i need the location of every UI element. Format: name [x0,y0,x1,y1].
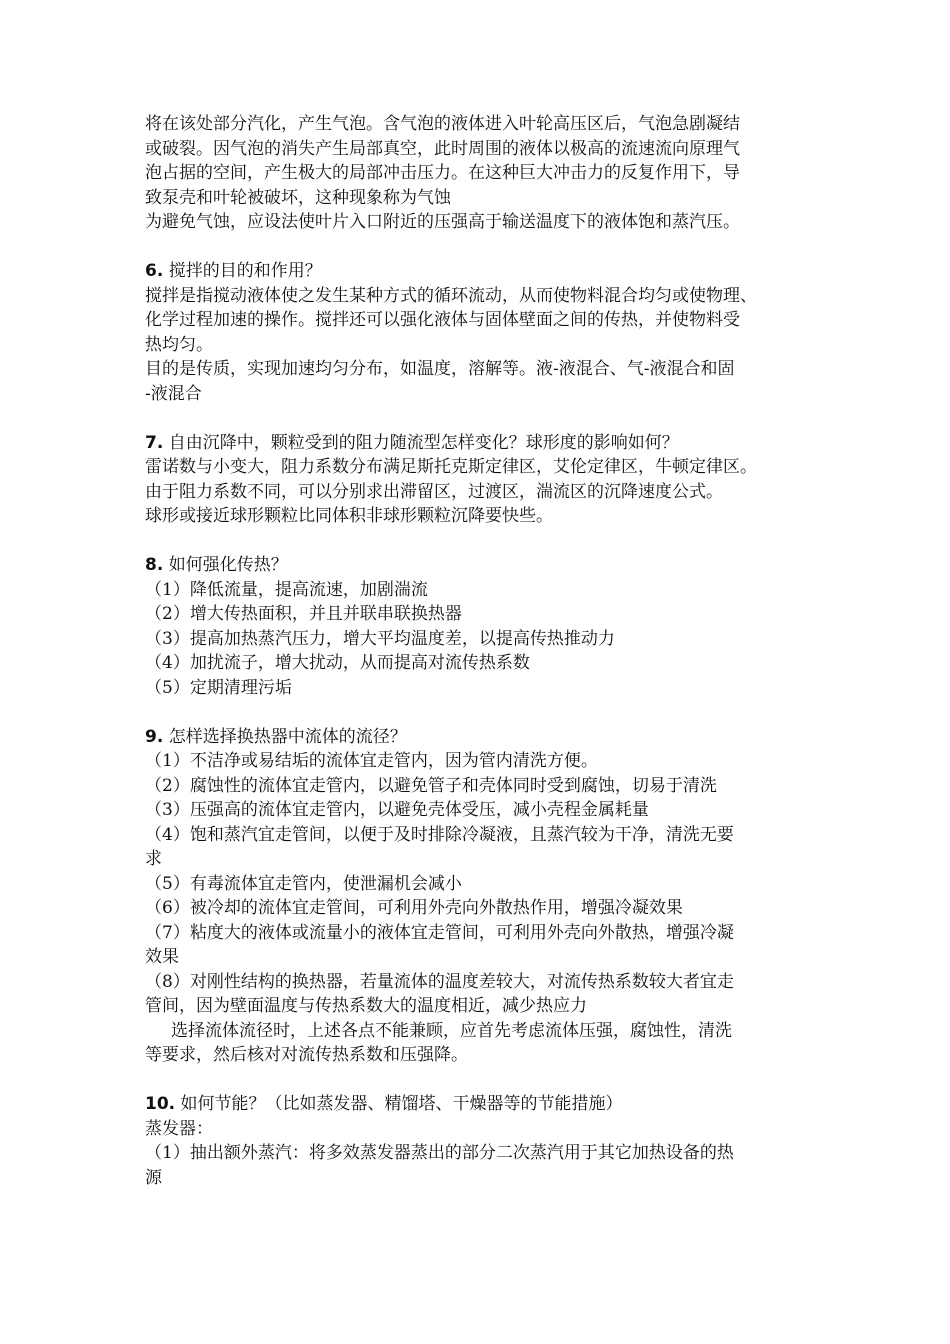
question-title: 搅拌的目的和作用？ [163,261,322,281]
question-title: 如何强化传热？ [163,555,288,575]
answer-line: 搅拌是指搅动液体使之发生某种方式的循环流动，从而使物料混合均匀或使物理、 [145,285,757,306]
answer-line: 蒸发器： [145,1118,213,1139]
summary-line: 等要求，然后核对对流传热系数和压强降。 [145,1045,468,1065]
question-heading [145,431,825,456]
list-item: （3）压强高的流体宜走管内，以避免壳体受压，减小壳程金属耗量 [145,800,649,820]
list-item: 管间，因为壁面温度与传热系数大的温度相近，减少热应力 [145,996,587,1016]
summary-line: 选择流体流径时，上述各点不能兼顾，应首先考虑流体压强，腐蚀性，清洗 [171,1020,732,1041]
list-item: （7）粘度大的液体或流量小的液体宜走管间，可利用外壳向外散热，增强冷凝 [145,922,734,943]
list-item: （5）定期清理污垢 [145,677,292,698]
question-heading [145,725,825,750]
question-heading [145,553,825,578]
text-line: 泡占据的空间，产生极大的局部冲击压力。在这种巨大冲击力的反复作用下，导 [145,163,740,183]
list-item: （4）加扰流子，增大扰动，从而提高对流传热系数 [145,653,530,673]
answer-line: 球形或接近球形颗粒比同体积非球形颗粒沉降要快些。 [145,506,553,526]
question-heading [145,1092,825,1117]
list-item: 求 [145,849,162,869]
answer-line: 由于阻力系数不同，可以分别求出滞留区，过渡区，湍流区的沉降速度公式。 [145,481,723,502]
list-item: （1）降低流量，提高流速，加剧湍流 [145,579,428,600]
list-item: （2）增大传热面积，并且并联串联换热器 [145,604,462,624]
question-10 [145,1092,825,1190]
text-line: 致泵壳和叶轮被破坏，这种现象称为气蚀 [145,187,451,208]
question-7 [145,431,825,529]
document-page [145,112,825,1190]
answer-line: 目的是传质，实现加速均匀分布，如温度，溶解等。液-液混合、气-液混合和固 [145,359,735,379]
list-item: （2）腐蚀性的流体宜走管内，以避免管子和壳体同时受到腐蚀，切易于清洗 [145,775,717,796]
list-item: （1）不洁净或易结垢的流体宜走管内，因为管内清洗方便。 [145,751,598,771]
question-title: 自由沉降中，颗粒受到的阻力随流型怎样变化？球形度的影响如何？ [163,432,679,453]
question-number: 8. [145,555,164,575]
list-item: 源 [145,1167,162,1188]
question-number: 6. [145,261,164,281]
text-line: 将在该处部分汽化，产生气泡。含气泡的液体进入叶轮高压区后，气泡急剧凝结 [145,114,740,134]
question-8 [145,553,825,700]
answer-line: 化学过程加速的操作。搅拌还可以强化液体与固体壁面之间的传热，并使物料受 [145,310,740,330]
list-item: （8）对刚性结构的换热器，若量流体的温度差较大，对流传热系数较大者宜走 [145,971,734,992]
list-item: （3）提高加热蒸汽压力，增大平均温度差，以提高传热推动力 [145,628,615,649]
list-item: 效果 [145,947,179,967]
list-item: （6）被冷却的流体宜走管间，可利用外壳向外散热作用，增强冷凝效果 [145,898,683,918]
question-number: 7. [145,432,164,453]
question-title: 如何节能？（比如蒸发器、精馏塔、干燥器等的节能措施） [175,1094,623,1114]
question-heading [145,259,825,284]
question-title: 怎样选择换热器中流体的流径？ [163,726,407,747]
answer-line: 雷诺数与小变大，阻力系数分布满足斯托克斯定律区，艾伦定律区，牛顿定律区。 [145,457,757,477]
list-item: （4）饱和蒸汽宜走管间，以便于及时排除冷凝液，且蒸汽较为干净，清洗无要 [145,824,734,845]
answer-line: -液混合 [145,383,202,404]
question-number: 9. [145,726,164,747]
question-9 [145,725,825,1068]
answer-line: 热均匀。 [145,334,213,355]
list-item: （1）抽出额外蒸汽：将多效蒸发器蒸出的部分二次蒸汽用于其它加热设备的热 [145,1143,734,1163]
question-6 [145,259,825,406]
list-item: （5）有毒流体宜走管内，使泄漏机会减小 [145,873,462,894]
intro-paragraph [145,112,825,235]
text-line: 或破裂。因气泡的消失产生局部真空，此时周围的液体以极高的流速流向原理气 [145,138,740,159]
text-line: 为避免气蚀，应设法使叶片入口附近的压强高于输送温度下的液体饱和蒸汽压。 [145,212,740,232]
question-number: 10. [145,1094,176,1114]
